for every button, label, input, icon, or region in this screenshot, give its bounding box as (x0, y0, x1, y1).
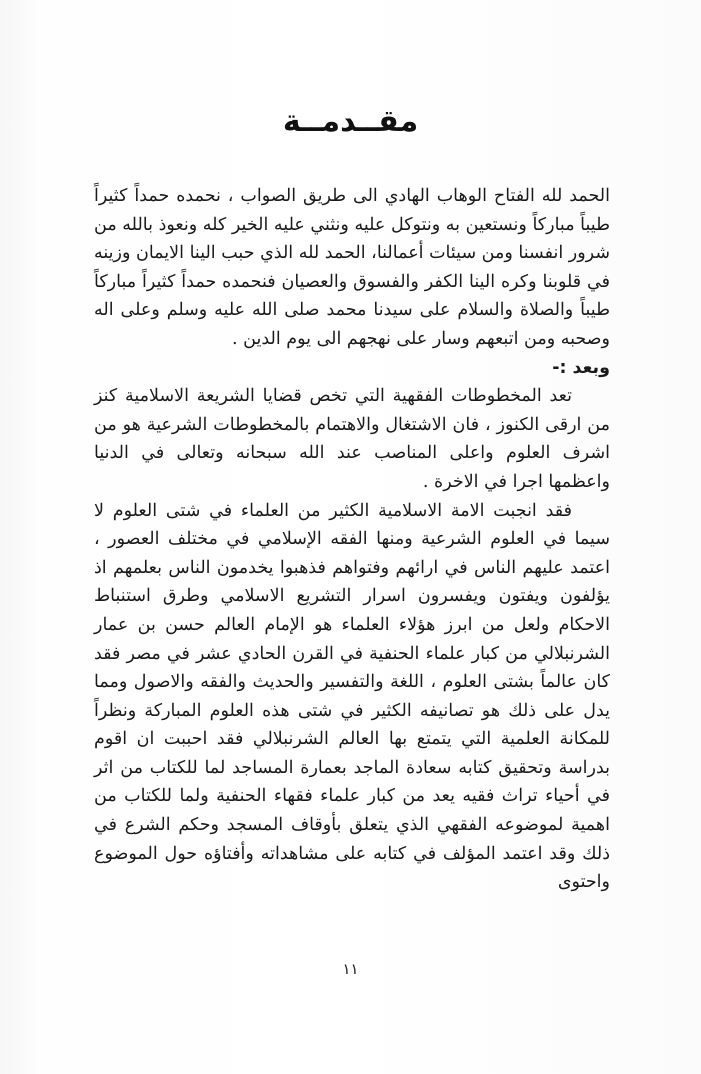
body-text (94, 182, 610, 897)
section-heading: وبعد :- (552, 357, 610, 378)
page-number: ١١ (342, 960, 359, 978)
page-title: مقــدمــة (282, 104, 419, 139)
intro-paragraph: الحمد لله الفتاح الوهاب الهادي الى طريق الصواب ، نحمده حمداً كثيراً طيباً مباركاً ونستعين به ونتوكل عليه ونثني عليه الخير كله ونعوذ بالله من شرور انفسنا ومن سيئات أعمالنا، الحمد لله الذي حبب الينا الايمان وزينه في قلوبنا وكره الينا الكفر والفسوق والعصيان فنحمده حمداً كثيراً مباركاً طيباً والصلاة والسلام على سيدنا محمد صلى الله عليه وسلم وعلى اله وصحبه ومن اتبعهم وسار على نهجهم الى يوم الدين . (94, 186, 610, 349)
paragraph-2: فقد انجبت الامة الاسلامية الكثير من العلماء في شتى العلوم لا سيما في العلوم الشرعية ومنها الفقه الإسلامي في مختلف العصور ، اعتمد عليهم الناس في ارائهم وفتواهم فذهبوا يخدمون الناس بعلمهم اذ يؤلفون ويفتون ويفسرون اسرار التشريع الاسلامي وطرق استنباط الاحكام ولعل من ابرز هؤلاء العلماء هو الإمام العالم حسن بن عمار الشرنبلالي من كبار علماء الحنفية في القرن الحادي عشر في مصر فقد كان عالماً بشتى العلوم ، اللغة والتفسير والحديث والفقه والاصول ومما يدل على ذلك هو تصانيفه الكثير في شتى هذه العلوم المباركة ونظراً للمكانة العلمية التي يتمتع بها العالم الشرنبلالي فقد احببت ان اقوم بدراسة وتحقيق كتابه سعادة الماجد بعمارة المساجد لما للكتاب من اثر في أحياء تراث فقيه يعد من كبار علماء فقهاء الحنفية ولما للكتاب من اهمية لموضوعه الفقهي الذي يتعلق بأوقاف المسجد وحكم الشرع في ذلك وقد اعتمد المؤلف في كتابه على مشاهداته وأفتاؤه حول الموضوع واحتوى (94, 500, 610, 893)
paragraph-1: تعد المخطوطات الفقهية التي تخص قضايا الشريعة الاسلامية كنز من ارقى الكنوز ، فان الاشتغال والاهتمام بالمخطوطات الشرعية هو من اشرف العلوم واعلى المناصب عند الله سبحانه وتعالى في الدنيا واعظمها اجرا في الاخرة . (94, 386, 610, 492)
